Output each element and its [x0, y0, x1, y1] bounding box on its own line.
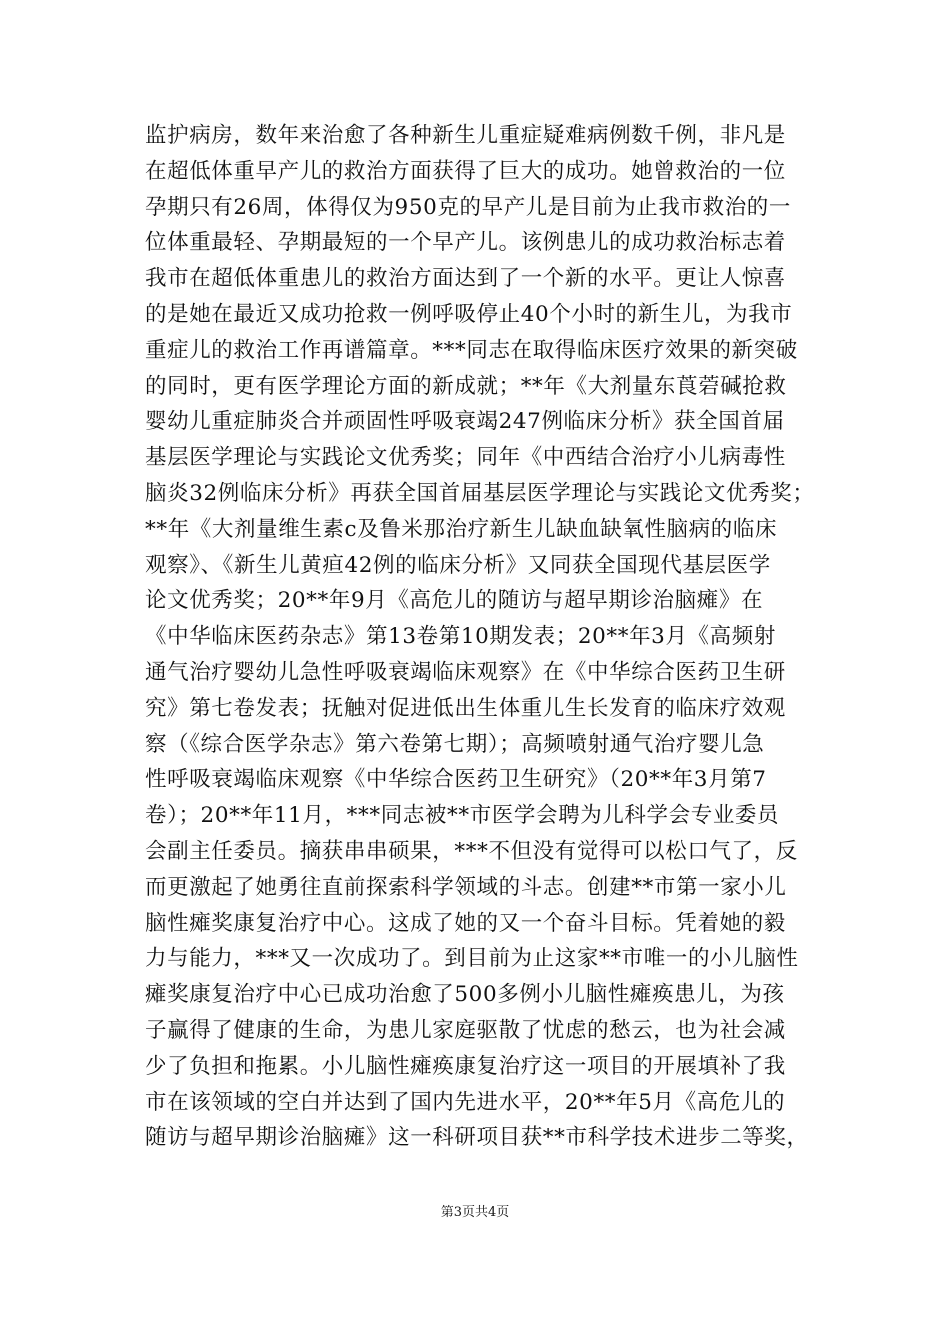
- text-line: 论文优秀奖；20**年9月《高危儿的随访与超早期诊治脑瘫》在: [145, 588, 764, 614]
- page-number-footer: 第3页共4页: [440, 1205, 510, 1220]
- text-line: 脑性瘫奖康复治疗中心。这成了她的又一个奋斗目标。凭着她的毅: [145, 910, 786, 936]
- text-line: 力与能力，***又一次成功了。到目前为止这家**市唯一的小儿脑性: [145, 946, 799, 972]
- text-line: 孕期只有26周，体得仅为950克的早产儿是目前为止我市救治的一: [145, 194, 791, 220]
- text-line: 在超低体重早产儿的救治方面获得了巨大的成功。她曾救治的一位: [145, 158, 786, 184]
- text-line: 基层医学理论与实践论文优秀奖；同年《中西结合治疗小儿病毒性: [145, 445, 786, 471]
- text-line: 的是她在最近又成功抢救一例呼吸停止40个小时的新生儿，为我市: [145, 301, 793, 327]
- text-line: 我市在超低体重患儿的救治方面达到了一个新的水平。更让人惊喜: [145, 266, 786, 292]
- text-line: 的同时，更有医学理论方面的新成就；**年《大剂量东莨菪碱抢救: [145, 373, 787, 399]
- text-line: 位体重最轻、孕期最短的一个早产儿。该例患儿的成功救治标志着: [145, 230, 786, 256]
- text-line: 察（《综合医学杂志》第六卷第七期）；高频喷射通气治疗婴儿急: [145, 731, 765, 757]
- text-line: 通气治疗婴幼儿急性呼吸衰竭临床观察》在《中华综合医药卫生研: [145, 659, 786, 685]
- text-line: 究》第七卷发表；抚触对促进低出生体重儿生长发育的临床疗效观: [145, 695, 786, 721]
- text-line: 重症儿的救治工作再谱篇章。***同志在取得临床医疗效果的新突破: [145, 337, 798, 363]
- text-line: 卷）；20**年11月，***同志被**市医学会聘为儿科学会专业委员: [145, 803, 780, 829]
- text-line: 《中华临床医药杂志》第13卷第10期发表；20**年3月《高频射: [145, 624, 776, 650]
- text-line: 性呼吸衰竭临床观察《中华综合医药卫生研究》（20**年3月第7: [145, 767, 767, 793]
- body-text: [145, 118, 825, 1156]
- text-line: 脑炎32例临床分析》再获全国首届基层医学理论与实践论文优秀奖；: [145, 480, 815, 506]
- text-line: 会副主任委员。摘获串串硕果，***不但没有觉得可以松口气了，反: [145, 838, 798, 864]
- text-line: 而更激起了她勇往直前探索科学领域的斗志。创建**市第一家小儿: [145, 874, 787, 900]
- text-line: 市在该领域的空白并达到了国内先进水平，20**年5月《高危儿的: [145, 1089, 786, 1115]
- text-line: 随访与超早期诊治脑瘫》这一科研项目获**市科学技术进步二等奖，: [145, 1125, 809, 1151]
- text-line: 婴幼儿重症肺炎合并顽固性呼吸衰竭247例临床分析》获全国首届: [145, 409, 785, 435]
- text-line: 监护病房，数年来治愈了各种新生儿重症疑难病例数千例，非凡是: [145, 123, 786, 148]
- text-line: 少了负担和拖累。小儿脑性瘫痪康复治疗这一项目的开展填补了我: [145, 1053, 786, 1079]
- text-line: 子赢得了健康的生命，为患儿家庭驱散了忧虑的愁云，也为社会减: [145, 1017, 786, 1043]
- text-line: 观察》、《新生儿黄疸42例的临床分析》又同获全国现代基层医学: [145, 552, 771, 578]
- text-line: **年《大剂量维生素c及鲁米那治疗新生儿缺血缺氧性脑病的临床: [145, 516, 778, 542]
- text-line: 瘫奖康复治疗中心已成功治愈了500多例小儿脑性瘫痪患儿，为孩: [145, 982, 785, 1008]
